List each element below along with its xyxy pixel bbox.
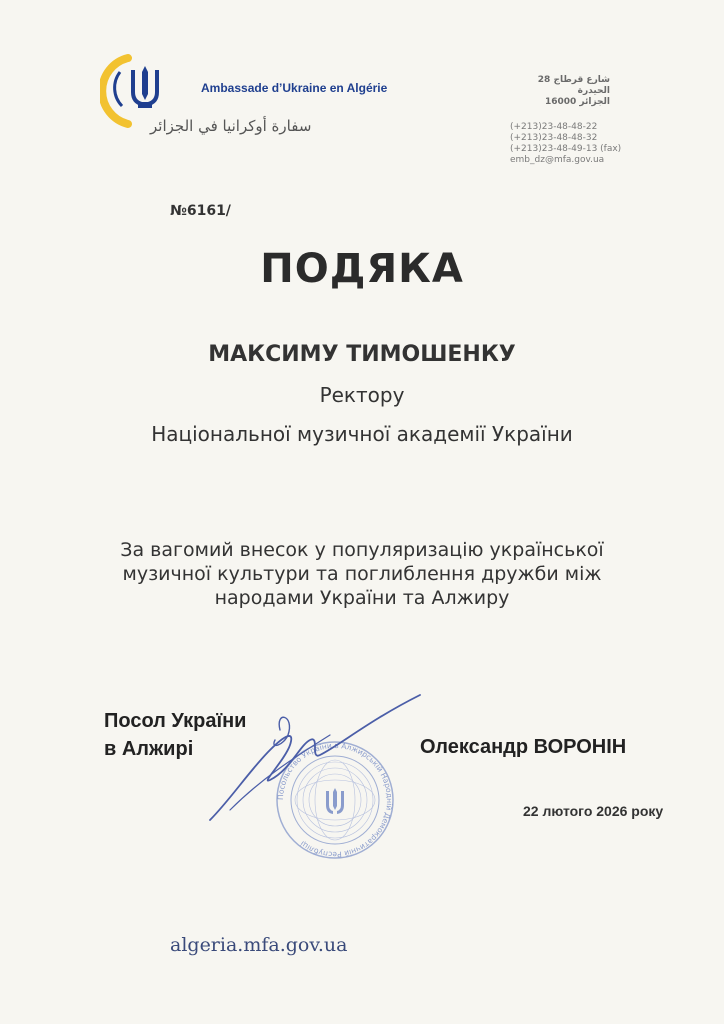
phone-2: (+213)23-48-48-32 bbox=[510, 133, 598, 143]
reason-line-3: народами України та Алжиру bbox=[214, 587, 510, 609]
address-line-2: الجزائر 16000 bbox=[544, 97, 610, 107]
document-title: ПОДЯКА bbox=[260, 246, 464, 292]
email-address: emb_dz@mfa.gov.ua bbox=[510, 155, 605, 165]
phone-1: (+213)23-48-48-22 bbox=[510, 122, 598, 132]
recipient-role: Ректору bbox=[319, 383, 405, 407]
reason-line-2: музичної культури та поглиблення дружби між bbox=[122, 563, 602, 585]
handwritten-signature-icon bbox=[200, 690, 430, 830]
address-line-1: شارع قرطاج 28 الحيدرة bbox=[537, 75, 610, 96]
recipient-institution: Національної музичної академії України bbox=[151, 422, 573, 446]
signatory-title-line-1: Посол України bbox=[104, 710, 247, 732]
reason-text bbox=[90, 538, 634, 610]
document-date: 22 лютого 2026 року bbox=[523, 803, 664, 819]
contact-block bbox=[510, 75, 621, 166]
signatory-name: Олександр ВОРОНІН bbox=[420, 736, 627, 758]
document-number: №6161/ bbox=[170, 203, 231, 219]
embassy-name-arabic: سفارة أوكرانيا في الجزائر bbox=[150, 117, 312, 135]
website-url: algeria.mfa.gov.ua bbox=[170, 934, 348, 956]
reason-line-1: За вагомий внесок у популяризацію української bbox=[120, 539, 604, 561]
fax-number: (+213)23-48-49-13 (fax) bbox=[510, 144, 622, 154]
stamp-text: Посольство України в Алжирській Народній Демократичній Республіці bbox=[275, 740, 395, 860]
embassy-name-french: Ambassade d’Ukraine en Algérie bbox=[201, 81, 388, 95]
signatory-title-line-2: в Алжирі bbox=[104, 738, 194, 760]
recipient-name: МАКСИМУ ТИМОШЕНКУ bbox=[208, 342, 516, 367]
